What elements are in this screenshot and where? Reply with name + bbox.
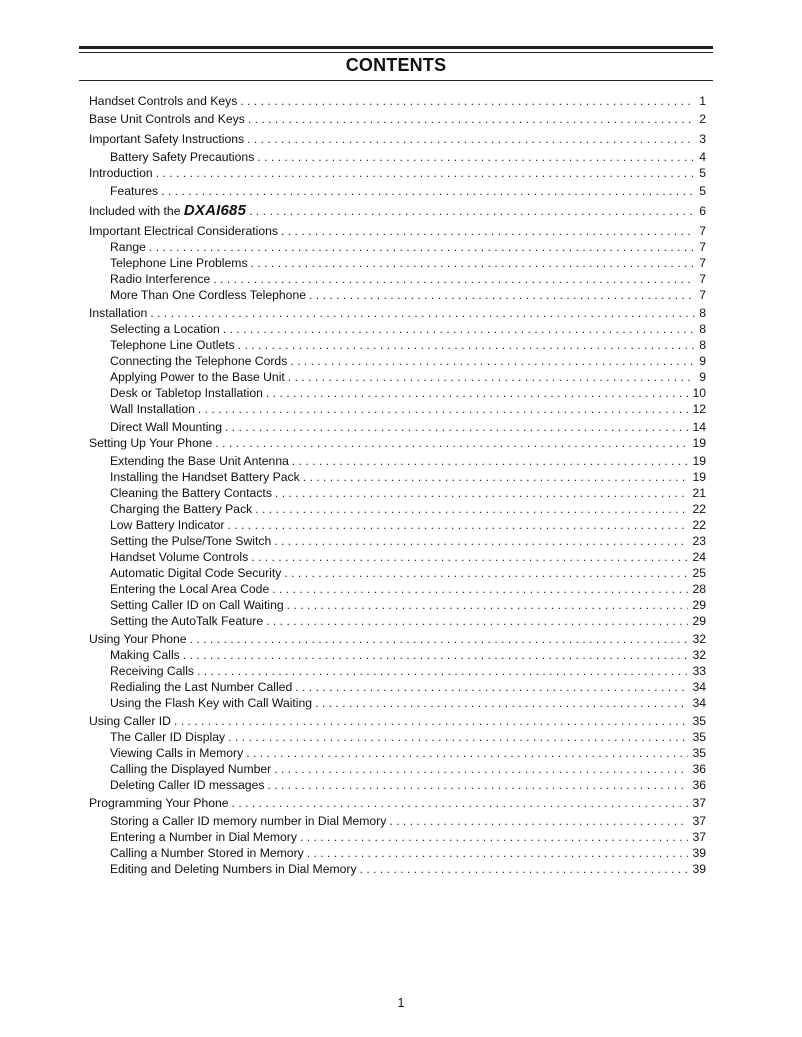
toc-entry-label: Battery Safety Precautions	[110, 150, 255, 164]
toc-entry-page: 33	[688, 664, 706, 678]
toc-entry-label: Automatic Digital Code Security	[110, 566, 282, 580]
toc-entry-label: Viewing Calls in Memory	[110, 746, 244, 760]
page-title: CONTENTS	[345, 55, 447, 75]
dot-leader	[248, 112, 695, 126]
toc-entry	[110, 500, 706, 516]
toc-entry-page: 35	[688, 714, 706, 728]
toc-entry	[110, 286, 706, 302]
toc-entry-label: Selecting a Location	[110, 322, 220, 336]
toc-entry	[110, 516, 706, 532]
toc-entry	[110, 532, 706, 548]
toc-entry-label: Handset Controls and Keys	[89, 94, 238, 108]
toc-entry-label: Important Safety Instructions	[89, 132, 245, 146]
dot-leader	[257, 150, 695, 164]
toc-entry-title	[110, 370, 288, 384]
dot-leader	[307, 846, 689, 860]
dot-leader	[288, 370, 695, 384]
toc-entry-page: 37	[688, 814, 706, 828]
toc-entry-title	[110, 730, 228, 744]
toc-entry-label: Making Calls	[110, 648, 180, 662]
toc-entry-title	[89, 714, 174, 728]
dot-leader	[174, 714, 688, 728]
dot-leader	[249, 204, 695, 218]
dot-leader	[161, 184, 695, 198]
dot-leader	[246, 746, 688, 760]
toc-entry	[110, 776, 706, 792]
toc-entry-label: Receiving Calls	[110, 664, 194, 678]
toc-entry-title	[110, 288, 309, 302]
toc-entry-label: The Caller ID Display	[110, 730, 226, 744]
toc-entry-label: Editing and Deleting Numbers in Dial Memory	[110, 862, 357, 876]
toc-entry-title	[110, 256, 251, 270]
toc-entry-page: 6	[695, 204, 706, 218]
toc-entry-page: 19	[688, 436, 706, 450]
toc-entry-label: Introduction	[89, 166, 153, 180]
dot-leader	[240, 94, 695, 108]
toc-entry-page: 2	[695, 112, 706, 126]
toc-entry-label: Calling the Displayed Number	[110, 762, 272, 776]
title-underline	[79, 80, 713, 81]
toc-entry	[110, 468, 706, 484]
toc-entry	[110, 320, 706, 336]
toc-entry-label: Using Caller ID	[89, 714, 171, 728]
toc-entry-page: 5	[695, 166, 706, 180]
dot-leader	[247, 132, 695, 146]
toc-entry-page: 7	[695, 224, 706, 238]
dot-leader	[275, 486, 689, 500]
toc-entry	[110, 860, 706, 876]
toc-entry-label: Entering the Local Area Code	[110, 582, 270, 596]
toc-entry	[89, 794, 706, 810]
toc-entry-title	[110, 696, 315, 710]
toc-entry-label: Deleting Caller ID messages	[110, 778, 265, 792]
dot-leader	[223, 322, 695, 336]
toc-entry	[89, 92, 706, 108]
toc-entry	[110, 564, 706, 580]
toc-entry-page: 35	[688, 730, 706, 744]
toc-entry-page: 12	[688, 402, 706, 416]
toc-entry-page: 21	[688, 486, 706, 500]
toc-entry	[110, 352, 706, 368]
dot-leader	[198, 402, 689, 416]
dot-leader	[272, 582, 688, 596]
toc-entry-title	[110, 322, 223, 336]
toc-entry	[110, 760, 706, 776]
dot-leader	[281, 224, 695, 238]
toc-entry-label: Charging the Battery Pack	[110, 502, 253, 516]
toc-entry-page: 39	[688, 862, 706, 876]
toc-entry-title	[110, 486, 275, 500]
toc-entry-title	[110, 614, 266, 628]
toc-entry	[89, 200, 706, 218]
toc-entry-page: 1	[695, 94, 706, 108]
toc-entry	[110, 384, 706, 400]
toc-entry-title	[110, 664, 197, 678]
toc-entry-title	[110, 240, 149, 254]
toc-entry	[110, 336, 706, 352]
toc-entry-label: More Than One Cordless Telephone	[110, 288, 307, 302]
toc-entry-title	[110, 534, 274, 548]
toc-entry-label: Connecting the Telephone Cords	[110, 354, 288, 368]
toc-entry	[89, 164, 706, 180]
toc-entry-label: Telephone Line Problems	[110, 256, 248, 270]
toc-entry-title	[110, 354, 290, 368]
toc-entry-label: Included with the	[89, 204, 184, 218]
toc-entry	[89, 130, 706, 146]
toc-entry-page: 32	[688, 648, 706, 662]
toc-entry-page: 25	[688, 566, 706, 580]
dot-leader	[197, 664, 688, 678]
dot-leader	[227, 518, 688, 532]
toc-entry	[110, 812, 706, 828]
toc-entry-title	[110, 762, 274, 776]
toc-entry-page: 5	[695, 184, 706, 198]
toc-entry-title	[89, 796, 232, 810]
toc-entry	[110, 400, 706, 416]
toc-entry	[89, 304, 706, 320]
dot-leader	[284, 566, 688, 580]
toc-entry-page: 37	[688, 796, 706, 810]
dot-leader	[183, 648, 689, 662]
dot-leader	[267, 778, 688, 792]
dot-leader	[287, 598, 689, 612]
dot-leader	[389, 814, 688, 828]
dot-leader	[215, 436, 688, 450]
toc-entry-page: 28	[688, 582, 706, 596]
toc-entry-label: Setting the AutoTalk Feature	[110, 614, 264, 628]
toc-entry-page: 19	[688, 454, 706, 468]
toc-entry-label: Telephone Line Outlets	[110, 338, 235, 352]
dot-leader	[300, 830, 688, 844]
toc-entry-label: Low Battery Indicator	[110, 518, 225, 532]
dot-leader	[238, 338, 696, 352]
toc-entry-page: 22	[688, 502, 706, 516]
toc-entry-page: 34	[688, 696, 706, 710]
toc-entry-label: Calling a Number Stored in Memory	[110, 846, 304, 860]
toc-entry	[89, 222, 706, 238]
toc-entry-label: Wall Installation	[110, 402, 195, 416]
toc-entry-title	[110, 582, 272, 596]
toc-entry	[110, 418, 706, 434]
dot-leader	[251, 256, 696, 270]
top-rule-thick	[79, 46, 713, 49]
toc-entry-label: Storing a Caller ID memory number in Dial Memory	[110, 814, 387, 828]
toc-entry-label: Redialing the Last Number Called	[110, 680, 293, 694]
toc-entry-title	[89, 436, 215, 450]
toc-entry	[89, 630, 706, 646]
toc-entry	[110, 662, 706, 678]
toc-entry	[110, 844, 706, 860]
toc-entry	[110, 646, 706, 662]
toc-entry-label: Applying Power to the Base Unit	[110, 370, 285, 384]
toc-entry-page: 9	[695, 370, 706, 384]
toc-entry-title	[110, 680, 295, 694]
toc-entry-title	[110, 830, 300, 844]
toc-entry-title	[110, 814, 389, 828]
toc-entry	[110, 484, 706, 500]
toc-entry	[110, 580, 706, 596]
toc-entry-page: 10	[688, 386, 706, 400]
toc-entry-page: 22	[688, 518, 706, 532]
dot-leader	[290, 354, 695, 368]
dot-leader	[225, 420, 688, 434]
toc-entry-label: Entering a Number in Dial Memory	[110, 830, 297, 844]
toc-entry-label: Setting Up Your Phone	[89, 436, 213, 450]
dot-leader	[309, 288, 695, 302]
toc-entry-title	[110, 470, 303, 484]
toc-entry-page: 24	[688, 550, 706, 564]
toc-entry	[110, 596, 706, 612]
toc-entry-page: 29	[688, 598, 706, 612]
toc-entry-label: Radio Interference	[110, 272, 211, 286]
toc-entry	[89, 110, 706, 126]
toc-entry	[110, 254, 706, 270]
toc-entry-page: 34	[688, 680, 706, 694]
toc-entry	[110, 744, 706, 760]
toc-entry-title	[89, 94, 240, 108]
toc-entry-page: 8	[695, 322, 706, 336]
dot-leader	[156, 166, 696, 180]
dot-leader	[251, 550, 688, 564]
toc-entry	[110, 452, 706, 468]
toc-entry-title	[89, 166, 156, 180]
toc-entry-title	[110, 518, 227, 532]
toc-entry-title	[89, 306, 150, 320]
toc-entry-page: 3	[695, 132, 706, 146]
toc-entry-label: Features	[110, 184, 159, 198]
dot-leader	[274, 762, 688, 776]
toc-entry-label: Setting the Pulse/Tone Switch	[110, 534, 272, 548]
toc-entry-title	[110, 550, 251, 564]
toc-entry-title	[110, 420, 225, 434]
toc-entry	[110, 728, 706, 744]
toc-entry	[110, 678, 706, 694]
toc-entry-page: 7	[695, 240, 706, 254]
dot-leader	[228, 730, 688, 744]
dot-leader	[190, 632, 689, 646]
toc-entry	[110, 548, 706, 564]
toc-entry-label: Installation	[89, 306, 148, 320]
dot-leader	[213, 272, 695, 286]
toc-entry-title	[110, 862, 360, 876]
toc-entry-page: 32	[688, 632, 706, 646]
toc-entry-page: 9	[695, 354, 706, 368]
dot-leader	[315, 696, 688, 710]
toc-entry	[89, 712, 706, 728]
toc-entry-label: Desk or Tabletop Installation	[110, 386, 263, 400]
toc-entry-label: Cleaning the Battery Contacts	[110, 486, 272, 500]
toc-entry	[110, 182, 706, 198]
toc-entry-label: Range	[110, 240, 146, 254]
toc-entry-label: Using the Flash Key with Call Waiting	[110, 696, 313, 710]
toc-entry-label: Important Electrical Considerations	[89, 224, 278, 238]
toc-entry-page: 14	[688, 420, 706, 434]
toc-entry	[110, 148, 706, 164]
toc-entry-label: Installing the Handset Battery Pack	[110, 470, 300, 484]
toc-entry-title	[89, 112, 248, 126]
toc-entry-label: Handset Volume Controls	[110, 550, 249, 564]
toc-entry	[110, 828, 706, 844]
toc-entry-title	[110, 566, 284, 580]
toc-entry-label: Base Unit Controls and Keys	[89, 112, 245, 126]
dot-leader	[266, 614, 688, 628]
toc-entry-title	[110, 598, 287, 612]
toc-entry-page: 7	[695, 272, 706, 286]
toc-entry-title	[110, 846, 307, 860]
toc-entry-page: 7	[695, 288, 706, 302]
dot-leader	[149, 240, 695, 254]
toc-entry-title	[110, 454, 292, 468]
dot-leader	[292, 454, 689, 468]
toc-entry-title	[110, 746, 246, 760]
toc-entry-label: Using Your Phone	[89, 632, 187, 646]
dot-leader	[360, 862, 689, 876]
toc-entry-title	[89, 224, 281, 238]
toc-entry	[110, 270, 706, 286]
dot-leader	[295, 680, 688, 694]
toc-entry-page: 8	[695, 338, 706, 352]
toc-entry-title	[110, 402, 198, 416]
dot-leader	[150, 306, 695, 320]
toc-entry-title	[110, 386, 266, 400]
toc-entry-title	[110, 648, 183, 662]
toc-entry-label: Programming Your Phone	[89, 796, 229, 810]
toc-entry	[110, 694, 706, 710]
toc-entry-title	[110, 150, 257, 164]
toc-entry-page: 36	[688, 762, 706, 776]
toc-entry-page: 29	[688, 614, 706, 628]
dot-leader	[303, 470, 689, 484]
toc-entry-page: 8	[695, 306, 706, 320]
dot-leader	[232, 796, 689, 810]
toc-entry-title	[110, 338, 238, 352]
toc-entry	[110, 612, 706, 628]
toc-entry-page: 35	[688, 746, 706, 760]
toc-entry-page: 19	[688, 470, 706, 484]
toc-entry	[110, 368, 706, 384]
toc-entry-title	[110, 272, 213, 286]
toc-entry-label: Extending the Base Unit Antenna	[110, 454, 289, 468]
toc-entry-title	[89, 632, 190, 646]
toc-entry-title	[89, 132, 247, 146]
toc-entry-title	[89, 204, 249, 218]
toc-entry	[89, 434, 706, 450]
toc-entry	[110, 238, 706, 254]
toc-entry-page: 39	[688, 846, 706, 860]
toc-entry-page: 37	[688, 830, 706, 844]
dot-leader	[255, 502, 688, 516]
toc-entry-title	[110, 502, 255, 516]
toc-entry-page: 7	[695, 256, 706, 270]
toc-entry-title	[110, 778, 267, 792]
toc-entry-page: 36	[688, 778, 706, 792]
dot-leader	[274, 534, 688, 548]
dot-leader	[266, 386, 689, 400]
page-number: 1	[397, 996, 405, 1010]
toc-entry-page: 4	[695, 150, 706, 164]
toc-entry-label: Direct Wall Mounting	[110, 420, 222, 434]
toc-entry-page: 23	[688, 534, 706, 548]
model-name: DXAI685	[183, 202, 247, 219]
toc-entry-label: Setting Caller ID on Call Waiting	[110, 598, 284, 612]
toc-entry-title	[110, 184, 161, 198]
